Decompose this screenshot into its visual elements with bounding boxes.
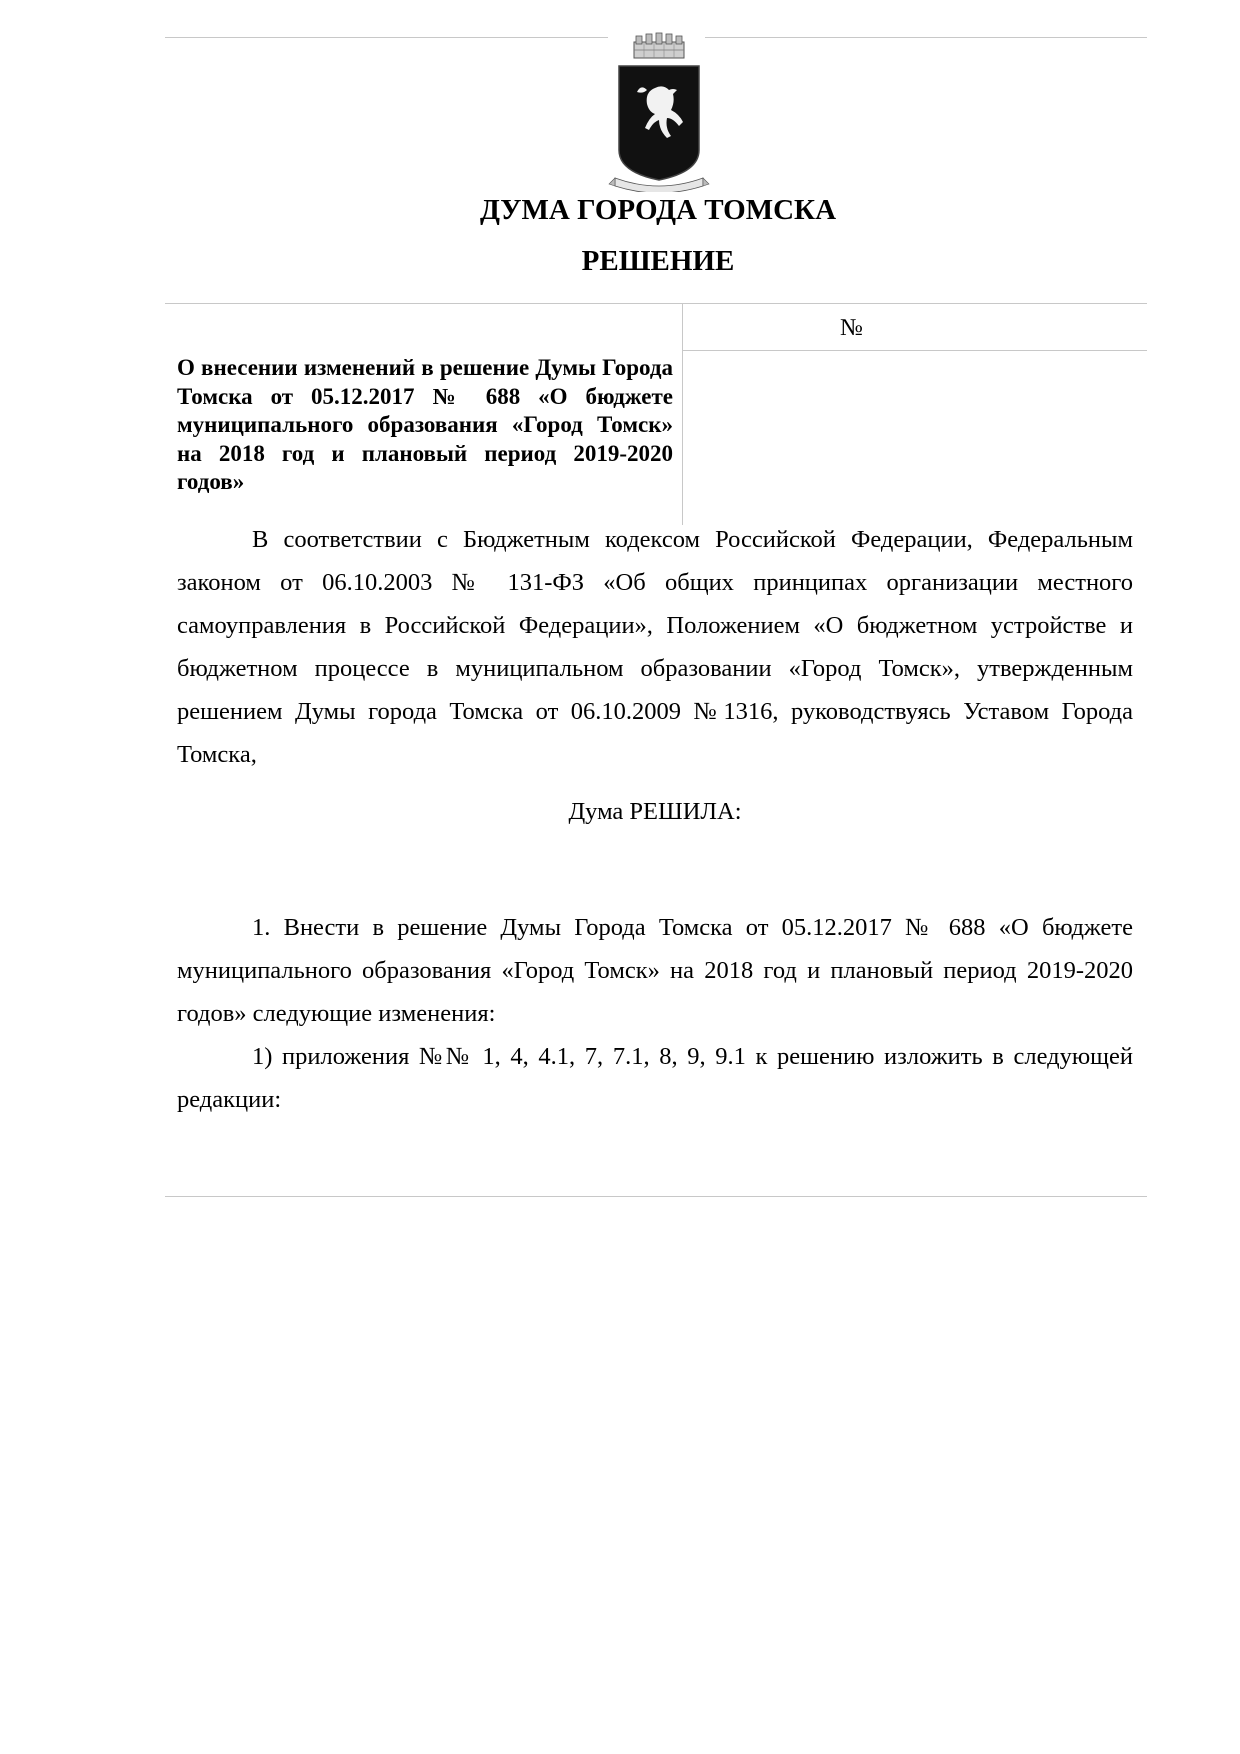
shield-icon (619, 66, 699, 180)
top-rule-right (705, 37, 1147, 38)
item-1-paragraph: 1. Внести в решение Думы Города Томска от 05.12.2017 № 688 «О бюджете муниципального образования «Город Томск» на 2018 год и плановый период 2019-2020 годов» следующие изменения: (177, 914, 1133, 1027)
decision-number-label: № (840, 315, 863, 341)
item-1-subitem-1-paragraph: 1) приложения №№ 1, 4, 4.1, 7, 7.1, 8, 9, 9.1 к решению изложить в следующей редакции: (177, 1043, 1133, 1113)
bottom-rule (165, 1196, 1147, 1197)
document-type-title: РЕШЕНИЕ (581, 245, 735, 277)
organization-title: ДУМА ГОРОДА ТОМСКА (479, 194, 837, 226)
top-rule-left (165, 37, 608, 38)
number-cell-divider (683, 350, 1147, 351)
crown-icon (634, 33, 684, 58)
header-divider (165, 303, 1147, 304)
decision-subject: О внесении изменений в решение Думы Города Томска от 05.12.2017 № 688 «О бюджете муниципального образования «Город Томск» на 2018 год и плановый период 2019-2020 годов» (177, 355, 673, 494)
table-column-divider (682, 303, 683, 525)
coat-of-arms-emblem (607, 32, 711, 192)
decided-heading: Дума РЕШИЛА: (568, 798, 742, 825)
preamble-paragraph: В соответствии с Бюджетным кодексом Российской Федерации, Федеральным законом от 06.10.2003 № 131-ФЗ «Об общих принципах организации местного самоуправления в Российской Федерации», Положением «О бюджетном устройстве и бюджетном процессе в муниципальном образовании «Город Томск», утвержденным решением Думы города Томска от 06.10.2009 №1316, руководствуясь Уставом Города Томска, (177, 526, 1133, 768)
